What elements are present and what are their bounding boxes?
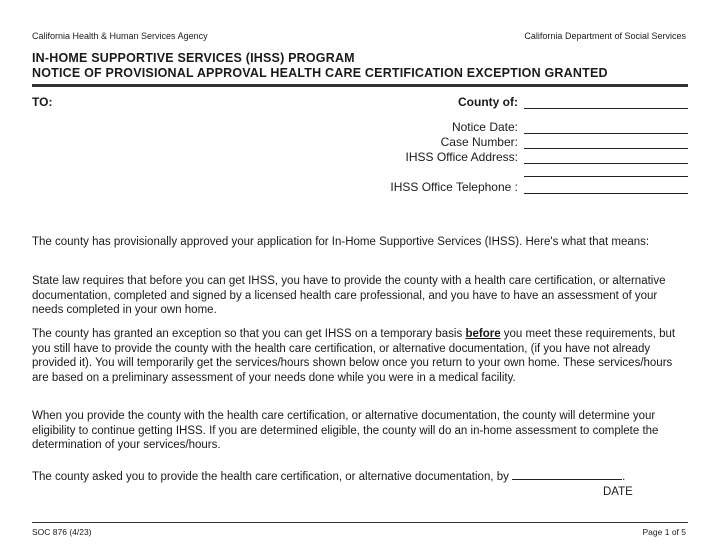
paragraph-deadline <box>32 469 688 485</box>
paragraph-determination: When you provide the county with the health care certification, or alternative documentation, the county will determine your eligibility to continue getting IHSS. If you are determined eligible, the county will do an in-home assessment to complete the determination of your services/hours. <box>32 410 659 451</box>
footer-divider <box>32 522 688 523</box>
date-caption: DATE <box>603 486 633 498</box>
before-emphasis: before <box>465 328 501 340</box>
paragraph-exception <box>32 327 688 385</box>
deadline-period: . <box>622 471 626 483</box>
notice-title: NOTICE OF PROVISIONAL APPROVAL HEALTH CARE CERTIFICATION EXCEPTION GRANTED <box>32 66 608 80</box>
exception-text-start: The county has granted an exception so that you can get IHSS on a temporary basis <box>32 328 466 340</box>
office-telephone-label: IHSS Office Telephone : <box>390 180 518 194</box>
notice-date-label: Notice Date: <box>451 120 518 134</box>
office-address-field-2[interactable] <box>524 164 688 177</box>
paragraph-state-law: State law requires that before you can get IHSS, you have to provide the county with a health care certification, or alternative documentation, completed and signed by a licensed health care professional, and you have to have an assessment of your needs completed in your own home. <box>32 275 666 316</box>
to-label: TO: <box>32 95 53 109</box>
program-title: IN-HOME SUPPORTIVE SERVICES (IHSS) PROGRAM <box>32 51 355 65</box>
office-address-input-line-2[interactable] <box>524 164 688 177</box>
case-number-label: Case Number: <box>440 135 518 149</box>
office-telephone-input-line[interactable] <box>524 181 688 194</box>
case-number-field[interactable] <box>441 135 688 149</box>
department-name: California Department of Social Services <box>524 31 686 41</box>
exception-text-end: you meet these requirements, but you still have to provide the county with the health care certification, or alternative documentation, (if you have not already provided it). You will temporarily get the services/hours shown below once you return to your own home. These services/hours are based on a preliminary assessment of your needs done while you were in a medical facility. <box>32 328 676 384</box>
deadline-text: The county asked you to provide the health care certification, or alternative documentation, by <box>32 471 509 483</box>
page-number: Page 1 of 5 <box>642 527 686 537</box>
notice-date-input-line[interactable] <box>524 121 688 134</box>
office-address-field[interactable] <box>406 150 689 164</box>
county-label: County of: <box>458 95 518 109</box>
county-field[interactable] <box>458 95 688 109</box>
office-telephone-field[interactable] <box>390 180 688 194</box>
office-address-input-line[interactable] <box>524 151 688 164</box>
agency-name: California Health & Human Services Agency <box>32 31 208 41</box>
deadline-date-line[interactable] <box>512 469 622 480</box>
title-divider <box>32 84 688 87</box>
office-address-label: IHSS Office Address: <box>405 150 518 164</box>
notice-date-field[interactable] <box>452 120 688 134</box>
form-number: SOC 876 (4/23) <box>32 527 92 537</box>
case-number-input-line[interactable] <box>524 136 688 149</box>
paragraph-approval: The county has provisionally approved your application for In-Home Supportive Services (IHSS). Here's what that means: <box>32 236 650 248</box>
county-input-line[interactable] <box>524 96 688 109</box>
